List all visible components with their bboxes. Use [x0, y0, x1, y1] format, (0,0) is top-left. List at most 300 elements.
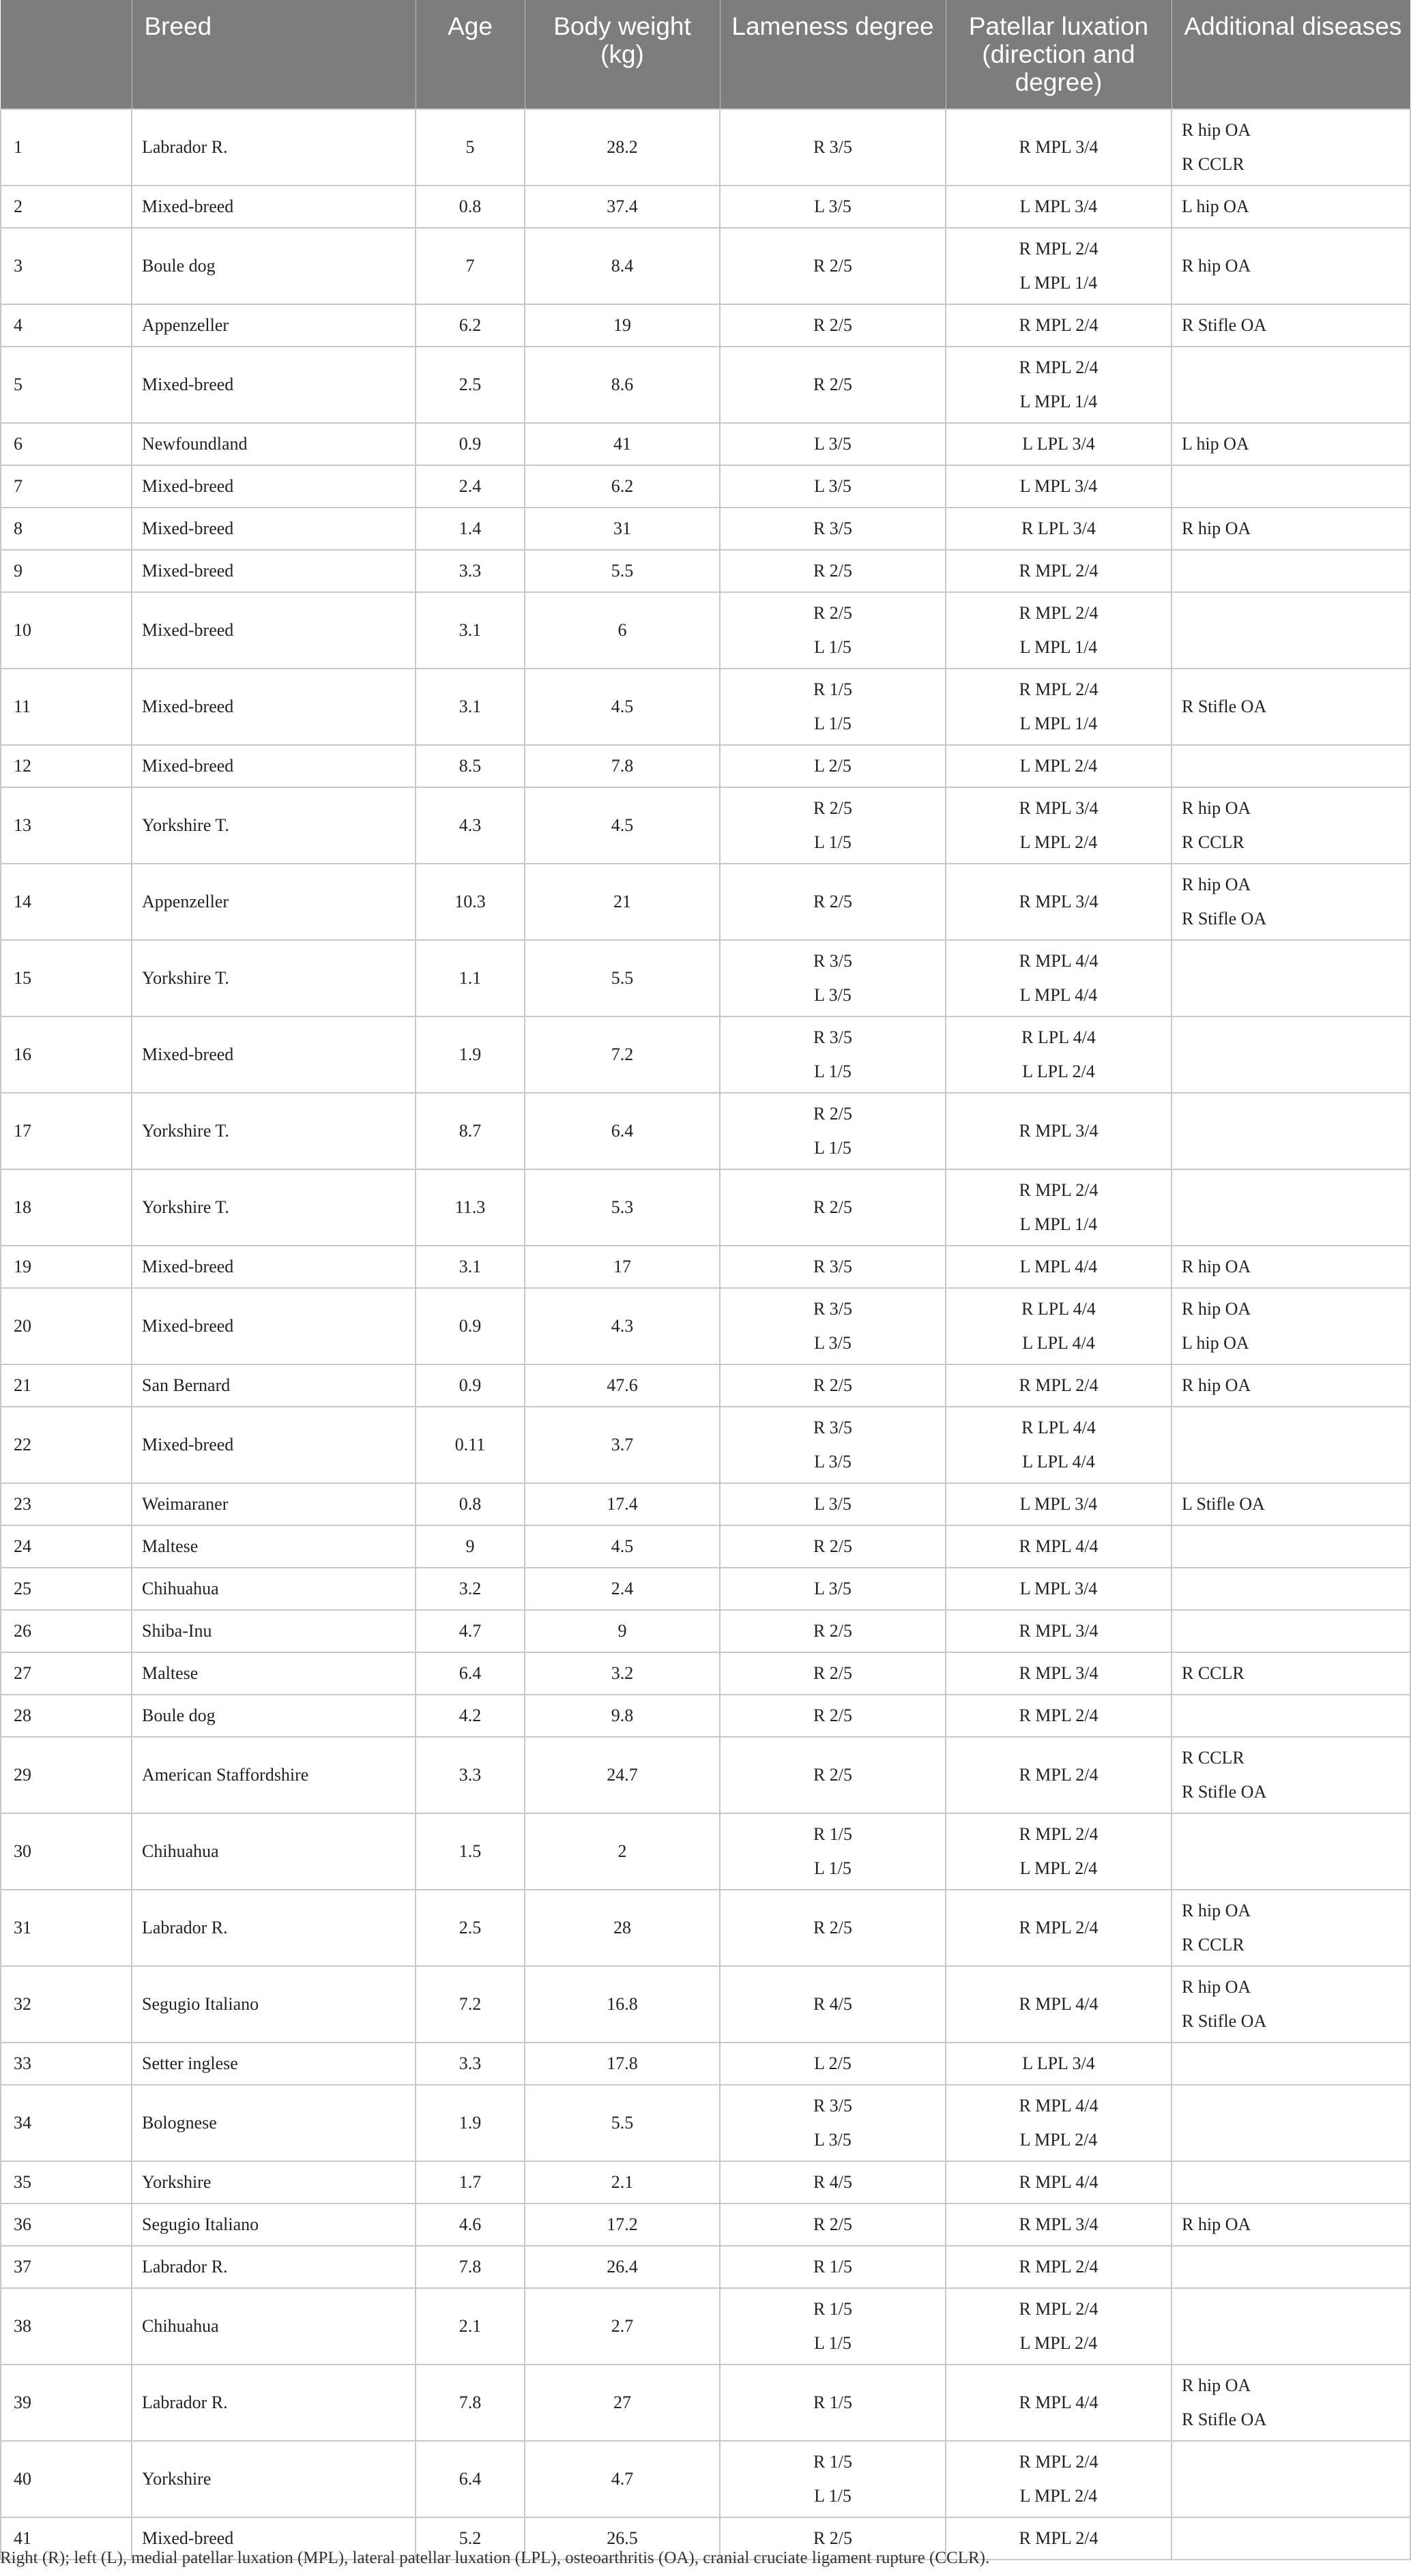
cell-body-weight: 47.6 — [525, 1364, 720, 1407]
table-row — [1, 1093, 1410, 1169]
cell-index: 3 — [1, 228, 132, 304]
cell-lameness-line: R 3/5 — [813, 1027, 853, 1047]
cell-luxation-line: R MPL 3/4 — [1019, 1121, 1099, 1141]
cell-diseases-line: R hip OA — [1182, 120, 1251, 140]
cell-luxation — [946, 1813, 1172, 1890]
cell-age: 0.9 — [416, 423, 525, 465]
table-row — [1, 1695, 1410, 1737]
cell-body-weight: 5.5 — [525, 2085, 720, 2161]
cell-index: 27 — [1, 1652, 132, 1695]
table-row — [1, 1407, 1410, 1483]
cell-lameness-line: L 2/5 — [814, 756, 852, 776]
cell-diseases — [1172, 669, 1410, 745]
cell-lameness-line: R 2/5 — [813, 1765, 853, 1785]
cell-lameness-line: R 2/5 — [813, 1706, 853, 1725]
cell-diseases-line: R Stifle OA — [1182, 1782, 1267, 1802]
cell-luxation-line: L MPL 3/4 — [1019, 476, 1098, 496]
cell-diseases — [1172, 228, 1410, 304]
cell-lameness-line: R 2/5 — [813, 2214, 853, 2234]
table-row — [1, 1288, 1410, 1364]
cell-diseases — [1172, 508, 1410, 550]
cell-age: 1.5 — [416, 1813, 525, 1890]
cell-breed: Mixed-breed — [132, 465, 416, 508]
cell-diseases-line: L Stifle OA — [1182, 1494, 1265, 1514]
cell-luxation — [946, 2085, 1172, 2161]
cell-body-weight: 6 — [525, 592, 720, 669]
cell-lameness-line: L 1/5 — [814, 1858, 852, 1878]
cell-lameness-line: R 2/5 — [813, 798, 853, 818]
cell-age: 3.3 — [416, 2043, 525, 2085]
cell-luxation — [946, 1093, 1172, 1169]
cell-lameness-line: R 2/5 — [813, 1536, 853, 1556]
cell-breed: Mixed-breed — [132, 1016, 416, 1093]
cell-lameness-line: R 4/5 — [813, 2172, 853, 2192]
cell-index: 31 — [1, 1890, 132, 1966]
cell-lameness-line: L 3/5 — [814, 434, 852, 454]
cell-luxation — [946, 1364, 1172, 1407]
cell-diseases — [1172, 347, 1410, 423]
cell-luxation — [946, 1288, 1172, 1364]
cell-age: 0.8 — [416, 186, 525, 228]
cell-diseases — [1172, 304, 1410, 347]
cell-breed: Appenzeller — [132, 304, 416, 347]
cell-diseases-line: R hip OA — [1182, 1901, 1251, 1920]
cell-body-weight: 6.4 — [525, 1093, 720, 1169]
cell-luxation-line: R MPL 3/4 — [1019, 892, 1099, 911]
cell-luxation — [946, 1246, 1172, 1288]
cell-index: 10 — [1, 592, 132, 669]
cell-breed: Mixed-breed — [132, 1246, 416, 1288]
table-row — [1, 304, 1410, 347]
cell-lameness — [720, 1483, 946, 1525]
table-row — [1, 550, 1410, 592]
table-row — [1, 2085, 1410, 2161]
cell-luxation-line: L MPL 4/4 — [1019, 985, 1098, 1005]
cell-lameness — [720, 1737, 946, 1813]
cell-body-weight: 3.7 — [525, 1407, 720, 1483]
cell-lameness-line: R 2/5 — [813, 1663, 853, 1683]
cell-luxation — [946, 1695, 1172, 1737]
cell-age: 5 — [416, 109, 525, 186]
cell-body-weight: 2.7 — [525, 2288, 720, 2365]
cell-luxation — [946, 2441, 1172, 2517]
cell-luxation — [946, 2365, 1172, 2441]
cell-lameness-line: R 2/5 — [813, 1375, 853, 1395]
cell-diseases-line: R hip OA — [1182, 798, 1251, 818]
cell-diseases-line: R Stifle OA — [1182, 697, 1267, 716]
cell-luxation-line: R MPL 2/4 — [1019, 2452, 1099, 2472]
cell-lameness-line: R 2/5 — [813, 892, 853, 911]
cell-body-weight: 26.5 — [525, 2517, 720, 2560]
cell-age: 4.7 — [416, 1610, 525, 1652]
cell-luxation — [946, 2288, 1172, 2365]
cell-breed: Setter inglese — [132, 2043, 416, 2085]
cell-age: 1.9 — [416, 1016, 525, 1093]
cell-age: 2.4 — [416, 465, 525, 508]
cell-luxation-line: R MPL 2/4 — [1019, 1765, 1099, 1785]
cell-luxation — [946, 2161, 1172, 2204]
cell-luxation-line: R MPL 2/4 — [1019, 1706, 1099, 1725]
cell-luxation-line: L MPL 1/4 — [1019, 392, 1098, 411]
cell-index: 23 — [1, 1483, 132, 1525]
cell-luxation-line: R MPL 3/4 — [1019, 137, 1099, 157]
cell-lameness — [720, 787, 946, 864]
table-row — [1, 1483, 1410, 1525]
cell-luxation — [946, 109, 1172, 186]
table-row — [1, 2204, 1410, 2246]
cell-index: 20 — [1, 1288, 132, 1364]
cell-breed: Labrador R. — [132, 2365, 416, 2441]
cell-lameness — [720, 1525, 946, 1568]
cell-body-weight: 5.3 — [525, 1169, 720, 1246]
cell-body-weight: 28 — [525, 1890, 720, 1966]
cell-breed: Mixed-breed — [132, 1407, 416, 1483]
cell-breed: Newfoundland — [132, 423, 416, 465]
cell-diseases — [1172, 2204, 1410, 2246]
table-row — [1, 745, 1410, 787]
cell-diseases — [1172, 1525, 1410, 1568]
cell-luxation-line: L MPL 3/4 — [1019, 1579, 1098, 1598]
cell-lameness — [720, 2043, 946, 2085]
cell-diseases — [1172, 2043, 1410, 2085]
table-row — [1, 1568, 1410, 1610]
cell-lameness — [720, 1169, 946, 1246]
table-row — [1, 940, 1410, 1016]
table-row — [1, 508, 1410, 550]
cell-luxation-line: L MPL 2/4 — [1019, 1858, 1098, 1878]
cell-luxation — [946, 1169, 1172, 1246]
cell-luxation — [946, 228, 1172, 304]
cell-luxation — [946, 465, 1172, 508]
cell-diseases — [1172, 592, 1410, 669]
cell-luxation-line: L MPL 2/4 — [1019, 756, 1098, 776]
cell-luxation — [946, 669, 1172, 745]
cell-lameness — [720, 745, 946, 787]
cell-breed: Mixed-breed — [132, 186, 416, 228]
cell-luxation-line: R MPL 2/4 — [1019, 1824, 1099, 1844]
cell-lameness — [720, 1610, 946, 1652]
cell-lameness-line: R 2/5 — [813, 1197, 853, 1217]
cell-breed: Chihuahua — [132, 2288, 416, 2365]
cell-breed: Yorkshire T. — [132, 787, 416, 864]
cell-diseases — [1172, 2288, 1410, 2365]
cell-luxation-line: R MPL 2/4 — [1019, 357, 1099, 377]
table-row — [1, 1652, 1410, 1695]
cell-luxation — [946, 2246, 1172, 2288]
cell-diseases — [1172, 2161, 1410, 2204]
cell-age: 2.5 — [416, 1890, 525, 1966]
cell-body-weight: 26.4 — [525, 2246, 720, 2288]
header-age: Age — [416, 0, 525, 109]
cell-index: 29 — [1, 1737, 132, 1813]
cell-index: 21 — [1, 1364, 132, 1407]
cell-breed: Segugio Italiano — [132, 2204, 416, 2246]
cell-age: 3.3 — [416, 550, 525, 592]
cell-index: 36 — [1, 2204, 132, 2246]
cell-luxation — [946, 423, 1172, 465]
cell-breed: Segugio Italiano — [132, 1966, 416, 2043]
cell-breed: San Bernard — [132, 1364, 416, 1407]
header-breed: Breed — [132, 0, 416, 109]
cell-lameness — [720, 1966, 946, 2043]
cell-lameness-line: R 1/5 — [813, 2392, 853, 2412]
cell-diseases — [1172, 2517, 1410, 2560]
cell-lameness-line: L 3/5 — [814, 985, 852, 1005]
cell-luxation-line: R MPL 4/4 — [1019, 951, 1099, 971]
table-footnote: Right (R); left (L), medial patellar luxation (MPL), lateral patellar luxation (LPL), osteoarthritis (OA), cranial cruciate ligament rupture (CCLR). — [0, 2549, 990, 2567]
cell-luxation — [946, 1568, 1172, 1610]
cell-index: 4 — [1, 304, 132, 347]
cell-luxation-line: R LPL 3/4 — [1021, 518, 1096, 538]
table-row — [1, 2161, 1410, 2204]
cell-body-weight: 4.3 — [525, 1288, 720, 1364]
cell-lameness-line: R 3/5 — [813, 518, 853, 538]
cell-luxation-line: R MPL 2/4 — [1019, 315, 1099, 335]
cell-luxation-line: L MPL 3/4 — [1019, 1494, 1098, 1514]
cell-lameness — [720, 347, 946, 423]
cell-diseases — [1172, 2441, 1410, 2517]
cell-index: 5 — [1, 347, 132, 423]
cell-age: 3.1 — [416, 669, 525, 745]
table-row — [1, 592, 1410, 669]
table-header — [1, 0, 1410, 109]
cell-diseases-line: R hip OA — [1182, 1257, 1251, 1276]
cell-diseases — [1172, 1407, 1410, 1483]
cell-breed: Mixed-breed — [132, 669, 416, 745]
cell-diseases — [1172, 1652, 1410, 1695]
cell-luxation-line: R MPL 2/4 — [1019, 679, 1099, 699]
table-row — [1, 1364, 1410, 1407]
cell-body-weight: 31 — [525, 508, 720, 550]
cell-luxation-line: R MPL 2/4 — [1019, 2257, 1099, 2277]
cell-diseases-line: R Stifle OA — [1182, 2011, 1267, 2031]
cell-index: 19 — [1, 1246, 132, 1288]
cell-diseases — [1172, 940, 1410, 1016]
cell-luxation — [946, 940, 1172, 1016]
cell-age: 2.5 — [416, 347, 525, 423]
cell-lameness-line: L 1/5 — [814, 2333, 852, 2353]
cell-lameness-line: L 1/5 — [814, 1138, 852, 1158]
cell-lameness-line: R 1/5 — [813, 2452, 853, 2472]
cell-age: 3.3 — [416, 1737, 525, 1813]
cell-diseases-line: R CCLR — [1182, 1748, 1245, 1768]
cell-luxation-line: R LPL 4/4 — [1021, 1299, 1096, 1319]
cell-luxation-line: L MPL 2/4 — [1019, 832, 1098, 852]
cell-body-weight: 5.5 — [525, 550, 720, 592]
cell-lameness-line: R 3/5 — [813, 1418, 853, 1437]
table-row — [1, 1246, 1410, 1288]
cell-index: 37 — [1, 2246, 132, 2288]
cell-body-weight: 8.6 — [525, 347, 720, 423]
cell-diseases — [1172, 787, 1410, 864]
cell-lameness-line: R 3/5 — [813, 951, 853, 971]
table-row — [1, 1813, 1410, 1890]
cell-luxation-line: L LPL 4/4 — [1022, 1452, 1095, 1472]
cell-lameness — [720, 1652, 946, 1695]
cell-age: 7 — [416, 228, 525, 304]
cell-diseases — [1172, 1483, 1410, 1525]
cell-lameness — [720, 1568, 946, 1610]
cell-index: 35 — [1, 2161, 132, 2204]
cell-body-weight: 17.8 — [525, 2043, 720, 2085]
cell-lameness — [720, 2161, 946, 2204]
cell-luxation — [946, 745, 1172, 787]
cell-body-weight: 19 — [525, 304, 720, 347]
cell-lameness-line: R 2/5 — [813, 1918, 853, 1937]
cell-lameness-line: R 2/5 — [813, 256, 853, 276]
cell-diseases-line: L hip OA — [1182, 196, 1249, 216]
cell-index: 9 — [1, 550, 132, 592]
cell-index: 17 — [1, 1093, 132, 1169]
cell-age: 1.7 — [416, 2161, 525, 2204]
cell-breed: Mixed-breed — [132, 550, 416, 592]
cell-luxation — [946, 2043, 1172, 2085]
cell-diseases-line: L hip OA — [1182, 1333, 1249, 1353]
cell-breed: Maltese — [132, 1525, 416, 1568]
cell-age: 7.2 — [416, 1966, 525, 2043]
header-additional-diseases: Additional diseases — [1172, 0, 1410, 109]
cell-lameness — [720, 228, 946, 304]
cell-diseases — [1172, 1169, 1410, 1246]
cell-age: 8.5 — [416, 745, 525, 787]
cell-index: 22 — [1, 1407, 132, 1483]
cell-age: 1.1 — [416, 940, 525, 1016]
cell-diseases-line: R CCLR — [1182, 1663, 1245, 1683]
cell-age: 1.4 — [416, 508, 525, 550]
cell-index: 24 — [1, 1525, 132, 1568]
cell-body-weight: 27 — [525, 2365, 720, 2441]
cell-luxation — [946, 304, 1172, 347]
cell-lameness — [720, 1364, 946, 1407]
table-row — [1, 1737, 1410, 1813]
cell-index: 8 — [1, 508, 132, 550]
cell-index: 12 — [1, 745, 132, 787]
cell-luxation-line: R MPL 4/4 — [1019, 2172, 1099, 2192]
cell-breed: Weimaraner — [132, 1483, 416, 1525]
cell-body-weight: 4.5 — [525, 669, 720, 745]
cell-luxation-line: R MPL 2/4 — [1019, 2528, 1099, 2548]
cell-diseases — [1172, 1813, 1410, 1890]
cell-luxation-line: R MPL 2/4 — [1019, 561, 1099, 581]
cell-lameness — [720, 1407, 946, 1483]
cell-index: 13 — [1, 787, 132, 864]
cell-diseases — [1172, 109, 1410, 186]
cell-breed: Mixed-breed — [132, 347, 416, 423]
cell-age: 0.8 — [416, 1483, 525, 1525]
cell-lameness-line: L 3/5 — [814, 1579, 852, 1598]
cell-index: 32 — [1, 1966, 132, 2043]
table-row — [1, 1966, 1410, 2043]
cell-lameness — [720, 186, 946, 228]
cell-lameness — [720, 2085, 946, 2161]
header-index — [1, 0, 132, 109]
table-row — [1, 787, 1410, 864]
cell-luxation — [946, 1652, 1172, 1695]
cell-luxation-line: R MPL 4/4 — [1019, 1994, 1099, 2014]
cell-diseases-line: R hip OA — [1182, 256, 1251, 276]
cell-lameness-line: L 1/5 — [814, 2486, 852, 2506]
cell-index: 2 — [1, 186, 132, 228]
cell-lameness — [720, 1288, 946, 1364]
cell-breed: Yorkshire — [132, 2161, 416, 2204]
cell-breed: Mixed-breed — [132, 508, 416, 550]
cell-age: 5.2 — [416, 2517, 525, 2560]
cell-breed: Labrador R. — [132, 109, 416, 186]
cell-luxation-line: L MPL 2/4 — [1019, 2333, 1098, 2353]
cell-diseases — [1172, 1016, 1410, 1093]
cell-lameness — [720, 2288, 946, 2365]
cell-diseases-line: R hip OA — [1182, 1299, 1251, 1319]
header-row — [1, 0, 1410, 109]
cell-lameness — [720, 2441, 946, 2517]
cell-lameness-line: L 3/5 — [814, 476, 852, 496]
cell-luxation-line: R MPL 2/4 — [1019, 1918, 1099, 1937]
cell-luxation — [946, 347, 1172, 423]
cell-age: 7.8 — [416, 2246, 525, 2288]
cell-lameness-line: L 1/5 — [814, 714, 852, 733]
cell-luxation-line: R MPL 3/4 — [1019, 2214, 1099, 2234]
cell-lameness-line: L 3/5 — [814, 1452, 852, 1472]
cell-lameness-line: L 2/5 — [814, 2053, 852, 2073]
cell-luxation-line: R LPL 4/4 — [1021, 1027, 1096, 1047]
cell-lameness-line: L 1/5 — [814, 1062, 852, 1081]
cell-lameness — [720, 465, 946, 508]
table-row — [1, 228, 1410, 304]
cell-diseases-line: L hip OA — [1182, 434, 1249, 454]
cell-lameness — [720, 1890, 946, 1966]
table-body — [1, 109, 1410, 2560]
cell-lameness — [720, 1813, 946, 1890]
cell-index: 16 — [1, 1016, 132, 1093]
cell-age: 4.6 — [416, 2204, 525, 2246]
cell-lameness-line: L 1/5 — [814, 832, 852, 852]
cell-diseases — [1172, 550, 1410, 592]
header-patellar-luxation: Patellar luxation (direction and degree) — [946, 0, 1172, 109]
cell-diseases-line: R hip OA — [1182, 875, 1251, 894]
cell-luxation — [946, 550, 1172, 592]
cell-luxation-line: R MPL 3/4 — [1019, 798, 1099, 818]
cell-diseases-line: R hip OA — [1182, 2375, 1251, 2395]
cell-index: 26 — [1, 1610, 132, 1652]
cell-lameness — [720, 1246, 946, 1288]
cell-age: 8.7 — [416, 1093, 525, 1169]
cell-body-weight: 17 — [525, 1246, 720, 1288]
cell-luxation-line: L MPL 1/4 — [1019, 1214, 1098, 1234]
cell-age: 3.1 — [416, 1246, 525, 1288]
cell-luxation — [946, 186, 1172, 228]
header-body-weight: Body weight (kg) — [525, 0, 720, 109]
cell-index: 34 — [1, 2085, 132, 2161]
cell-index: 1 — [1, 109, 132, 186]
cell-diseases-line: R Stifle OA — [1182, 2410, 1267, 2429]
cell-lameness — [720, 669, 946, 745]
table-row — [1, 186, 1410, 228]
table-row — [1, 465, 1410, 508]
cell-diseases-line: R CCLR — [1182, 154, 1245, 174]
cell-diseases-line: R Stifle OA — [1182, 909, 1267, 928]
cell-age: 6.4 — [416, 2441, 525, 2517]
cell-body-weight: 21 — [525, 864, 720, 940]
cell-lameness-line: R 2/5 — [813, 603, 853, 623]
cell-diseases — [1172, 1364, 1410, 1407]
cell-body-weight: 7.2 — [525, 1016, 720, 1093]
cell-lameness-line: R 1/5 — [813, 2299, 853, 2319]
cell-luxation — [946, 1966, 1172, 2043]
cell-body-weight: 37.4 — [525, 186, 720, 228]
cell-body-weight: 4.5 — [525, 1525, 720, 1568]
table-row — [1, 669, 1410, 745]
cell-breed: Boule dog — [132, 228, 416, 304]
